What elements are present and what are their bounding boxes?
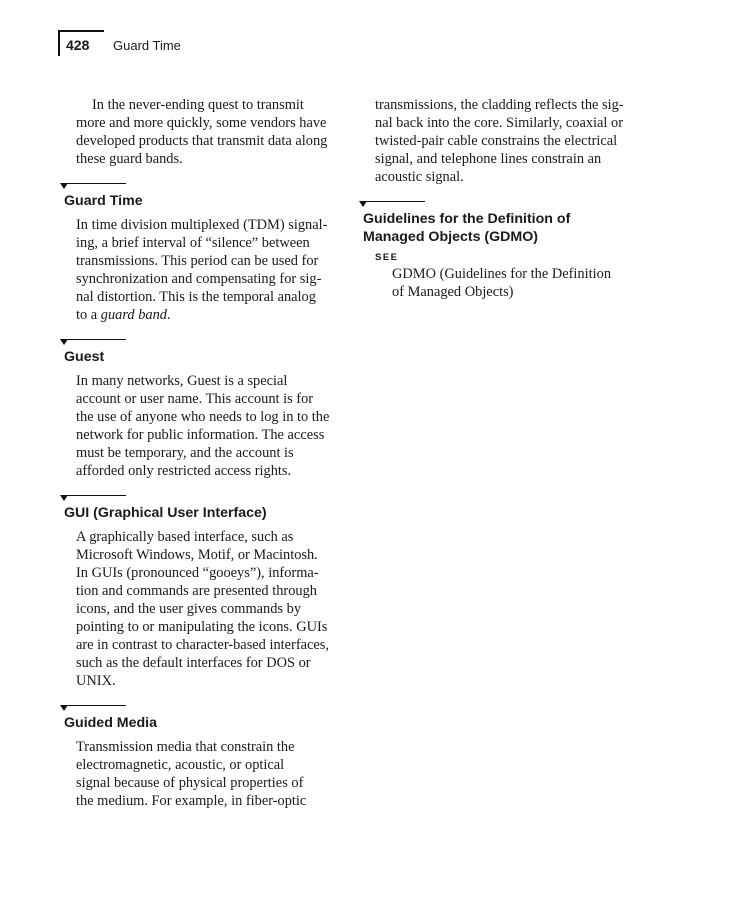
page-number: 428 <box>66 37 90 53</box>
entry-title <box>363 210 649 246</box>
marker-rule <box>363 201 425 202</box>
text-line: acoustic signal. <box>375 169 464 185</box>
entry-title: Guard Time <box>64 193 143 209</box>
continuation-paragraph <box>359 96 649 186</box>
text-line: twisted-pair cable constrains the electrical <box>375 133 618 149</box>
text-line: transmissions, the cladding reflects the sig- <box>375 97 624 113</box>
text-line: transmissions. This period can be used for <box>76 253 319 269</box>
text-line: developed products that transmit data along <box>76 133 328 149</box>
entry-title: GUI (Graphical User Interface) <box>64 505 267 521</box>
text-line: pointing to or manipulating the icons. GUIs <box>76 619 328 635</box>
text-line-prefix: to a <box>76 307 101 323</box>
marker-rule <box>64 495 126 496</box>
text-line: signal because of physical properties of <box>76 775 304 791</box>
text-line: In GUIs (pronounced “gooeys”), informa- <box>76 565 319 581</box>
text-line: icons, and the user gives commands by <box>76 601 302 617</box>
entry-guided-media <box>60 703 345 810</box>
text-line: more and more quickly, some vendors have <box>76 115 327 131</box>
text-line: tion and commands are presented through <box>76 583 317 599</box>
text-line: synchronization and compensating for sig- <box>76 271 322 287</box>
text-line: In time division multiplexed (TDM) signal- <box>76 217 328 233</box>
text-line: electromagnetic, acoustic, or optical <box>76 757 285 773</box>
text-line: the medium. For example, in fiber-optic <box>76 793 307 809</box>
text-line: of Managed Objects) <box>392 284 514 300</box>
text-line: account or user name. This account is for <box>76 391 314 407</box>
entry-marker <box>60 703 126 711</box>
entry-marker <box>60 337 126 345</box>
right-column <box>359 96 649 301</box>
entry-body <box>60 372 345 480</box>
marker-rule <box>64 705 126 706</box>
see-label: SEE <box>375 252 399 263</box>
entry-title-line: Managed Objects (GDMO) <box>363 229 538 245</box>
entry-marker <box>359 199 425 207</box>
intro-paragraph <box>60 96 345 168</box>
marker-rule <box>64 339 126 340</box>
text-line: GDMO (Guidelines for the Definition <box>392 266 612 282</box>
text-line: UNIX. <box>76 673 116 689</box>
text-line: are in contrast to character-based interfaces, <box>76 637 330 653</box>
text-line: In the never-ending quest to transmit <box>92 97 304 113</box>
italic-term: guard band <box>100 307 168 323</box>
text-line-suffix: . <box>167 307 171 323</box>
text-line: Microsoft Windows, Motif, or Macintosh. <box>76 547 318 563</box>
entry-guard-time <box>60 181 345 324</box>
header-horizontal-rule <box>58 30 104 32</box>
text-line: Transmission media that constrain the <box>76 739 295 755</box>
header-vertical-rule <box>58 30 60 56</box>
marker-rule <box>64 183 126 184</box>
text-line: nal back into the core. Similarly, coaxial or <box>375 115 624 131</box>
text-line: the use of anyone who needs to log in to the <box>76 409 330 425</box>
entry-gdmo <box>359 199 649 301</box>
entry-body <box>60 528 345 690</box>
entry-guest <box>60 337 345 480</box>
entry-gui <box>60 493 345 690</box>
see-reference <box>359 265 649 301</box>
text-line: network for public information. The access <box>76 427 325 443</box>
entry-title: Guest <box>64 349 105 365</box>
entry-title: Guided Media <box>64 715 158 731</box>
entry-title-line: Guidelines for the Definition of <box>363 211 571 227</box>
text-line: must be temporary, and the account is <box>76 445 294 461</box>
left-column <box>60 96 345 810</box>
text-line: afforded only restricted access rights. <box>76 463 292 479</box>
entry-body <box>60 216 345 324</box>
text-line: such as the default interfaces for DOS or <box>76 655 311 671</box>
text-line: signal, and telephone lines constrain an <box>375 151 602 167</box>
running-title: Guard Time <box>113 38 181 53</box>
text-line: In many networks, Guest is a special <box>76 373 288 389</box>
text-line: these guard bands. <box>76 151 183 167</box>
entry-marker <box>60 181 126 189</box>
entry-marker <box>60 493 126 501</box>
text-line: A graphically based interface, such as <box>76 529 294 545</box>
text-line: ing, a brief interval of “silence” between <box>76 235 310 251</box>
text-line: nal distortion. This is the temporal analog <box>76 289 316 305</box>
entry-body <box>60 738 345 810</box>
